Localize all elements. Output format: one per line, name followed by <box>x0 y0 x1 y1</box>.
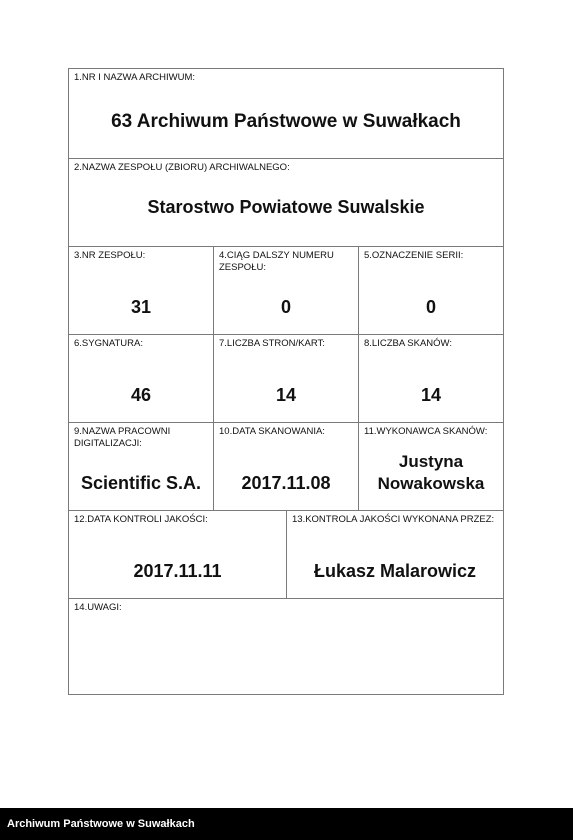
cell-fonds-no-cont <box>214 247 359 334</box>
row-fonds-name <box>69 159 503 247</box>
series-value: 0 <box>425 297 436 317</box>
cell-pages <box>214 335 359 422</box>
qc-date-value: 2017.11.11 <box>133 561 222 581</box>
pages-value: 14 <box>275 385 297 405</box>
row-fonds-numbers <box>69 247 503 335</box>
cell-archive <box>69 69 503 158</box>
cell-qc-date <box>69 511 287 598</box>
cell-notes <box>69 599 503 694</box>
cell-lab <box>69 423 214 510</box>
cell-fonds-name <box>69 159 503 246</box>
row-digitization <box>69 423 503 511</box>
fonds-no-cont-label: 4.CIĄG DALSZY NUMERU ZESPOŁU: <box>219 250 334 273</box>
footer-bar <box>0 808 573 840</box>
lab-label: 9.NAZWA PRACOWNI DIGITALIZACJI: <box>74 426 171 449</box>
metadata-form <box>68 68 504 695</box>
cell-scans <box>359 335 503 422</box>
cell-scanner <box>359 423 503 510</box>
qc-by-value: Łukasz Malarowicz <box>313 561 477 581</box>
scanner-value <box>359 451 503 495</box>
scanner-label: 11.WYKONAWCA SKANÓW: <box>364 426 488 437</box>
footer-text: Archiwum Państwowe w Suwałkach <box>7 818 195 830</box>
row-archive <box>69 69 503 159</box>
signature-value: 46 <box>130 385 152 405</box>
scans-label: 8.LICZBA SKANÓW: <box>364 338 452 349</box>
cell-signature <box>69 335 214 422</box>
scan-date-value: 2017.11.08 <box>241 473 331 493</box>
fonds-no-value: 31 <box>130 297 152 317</box>
row-quality <box>69 511 503 599</box>
lab-value: Scientific S.A. <box>80 473 202 493</box>
qc-date-label: 12.DATA KONTROLI JAKOŚCI: <box>74 514 208 525</box>
qc-by-label: 13.KONTROLA JAKOŚCI WYKONANA PRZEZ: <box>292 514 495 525</box>
scanner-value-line1: Justyna <box>398 452 464 471</box>
fonds-name-label: 2.NAZWA ZESPOŁU (ZBIORU) ARCHIWALNEGO: <box>74 162 290 173</box>
row-notes <box>69 599 503 694</box>
scans-value: 14 <box>420 385 442 405</box>
cell-scan-date <box>214 423 359 510</box>
pages-label: 7.LICZBA STRON/KART: <box>219 338 325 349</box>
series-label: 5.OZNACZENIE SERII: <box>364 250 464 261</box>
cell-fonds-no <box>69 247 214 334</box>
archive-value: 63 Archiwum Państwowe w Suwałkach <box>111 111 461 132</box>
notes-label: 14.UWAGI: <box>74 602 122 613</box>
scan-date-label: 10.DATA SKANOWANIA: <box>219 426 325 437</box>
cell-qc-by <box>287 511 503 598</box>
cell-series <box>359 247 503 334</box>
fonds-no-label: 3.NR ZESPOŁU: <box>74 250 146 261</box>
row-signature <box>69 335 503 423</box>
fonds-name-value: Starostwo Powiatowe Suwalskie <box>147 197 425 217</box>
archive-label: 1.NR I NAZWA ARCHIWUM: <box>74 72 196 83</box>
fonds-no-cont-value: 0 <box>280 297 291 317</box>
signature-label: 6.SYGNATURA: <box>74 338 143 349</box>
scanner-value-line2: Nowakowska <box>377 474 485 493</box>
